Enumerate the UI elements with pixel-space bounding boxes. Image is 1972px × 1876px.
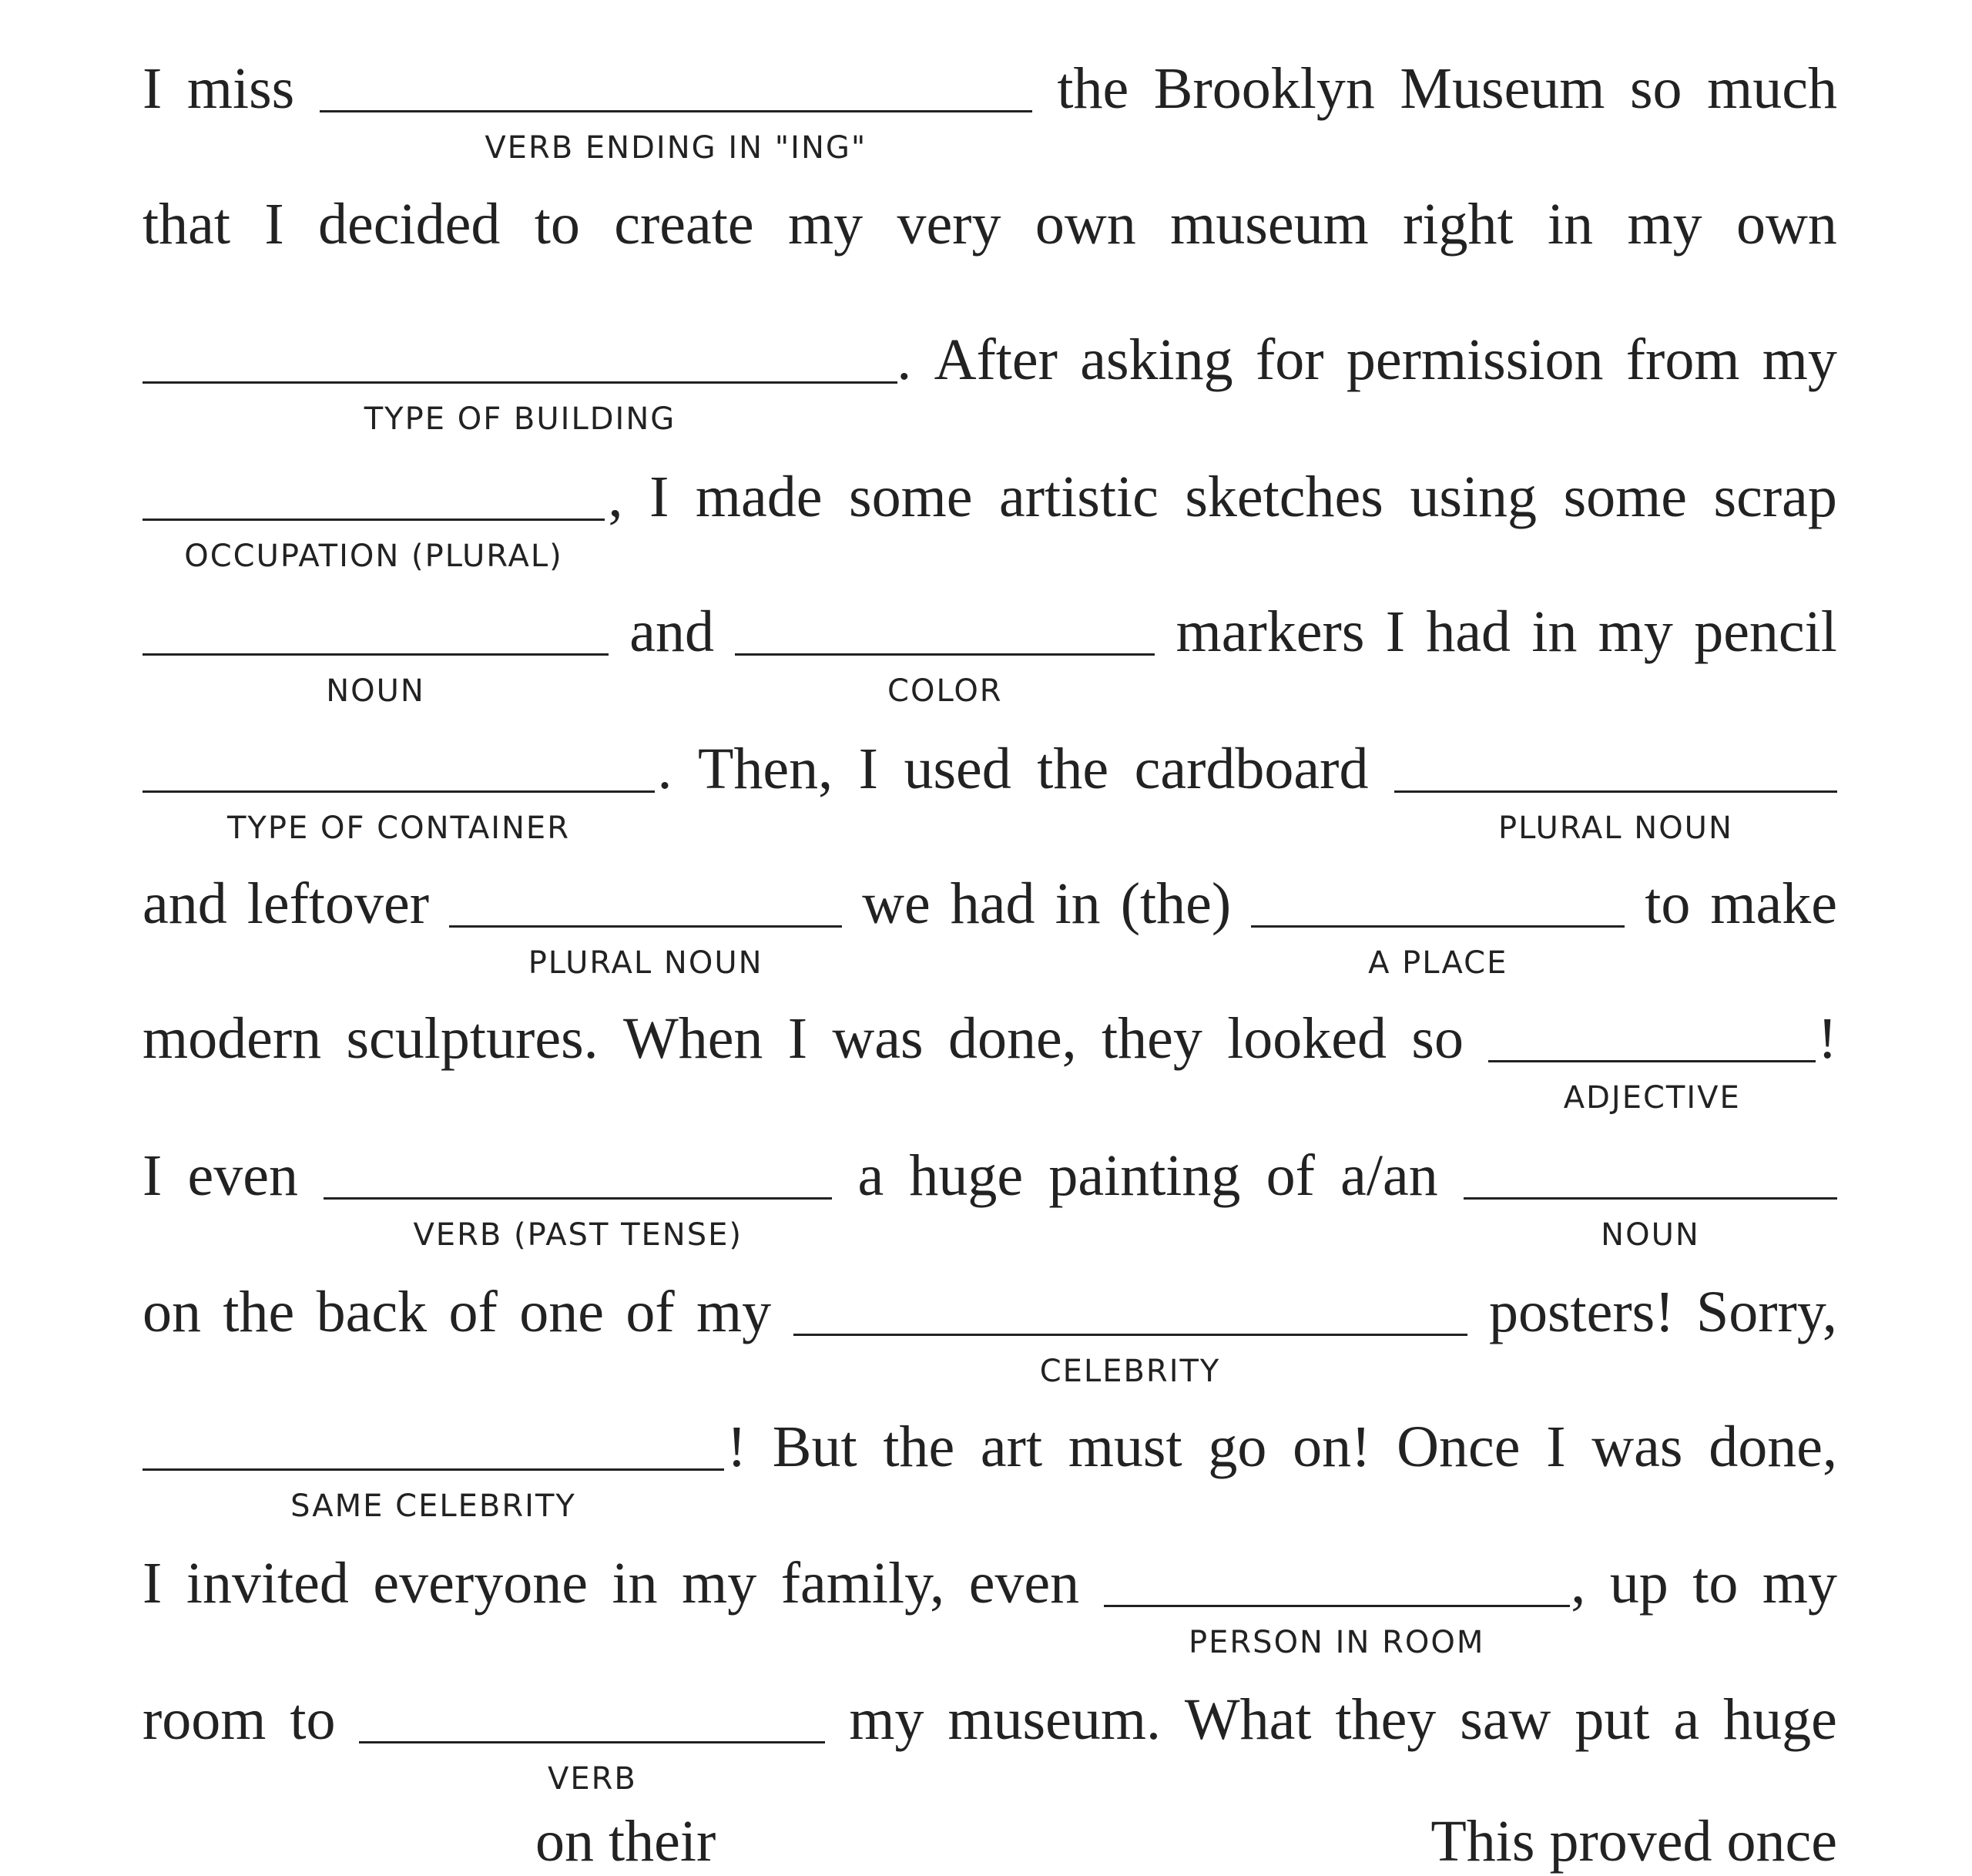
word: looked xyxy=(1227,1006,1387,1071)
story-line-4 xyxy=(143,439,1837,574)
blank-caption: VERB (PAST TENSE) xyxy=(413,1217,743,1253)
word: create xyxy=(614,192,754,257)
word: art xyxy=(980,1415,1043,1479)
word: back xyxy=(316,1280,428,1344)
word: sculptures. xyxy=(346,1006,599,1071)
word: I xyxy=(1546,1415,1566,1479)
word: of xyxy=(448,1280,498,1344)
word: Museum xyxy=(1400,56,1605,121)
story-line-7 xyxy=(143,846,1837,981)
blank-caption: VERB xyxy=(548,1761,637,1797)
word: cardboard xyxy=(1134,737,1369,801)
word: artistic xyxy=(999,465,1159,529)
word: so xyxy=(1411,1006,1464,1071)
word: I xyxy=(858,737,878,801)
word: so xyxy=(1629,56,1682,121)
word: the xyxy=(1037,737,1109,801)
word: some xyxy=(849,465,973,529)
blank-a-place[interactable] xyxy=(1251,869,1625,981)
word: a/an xyxy=(1340,1143,1438,1208)
blank-caption: NOUN xyxy=(1601,1217,1700,1253)
story-line-8 xyxy=(143,981,1837,1116)
word: my xyxy=(1627,192,1702,257)
blank-verb-ending-in-ing[interactable] xyxy=(320,54,1032,166)
story-line-9 xyxy=(143,1118,1837,1253)
blank-caption: A PLACE xyxy=(1368,945,1508,981)
partial-line-right: This proved once xyxy=(1430,1809,1837,1874)
word: in xyxy=(612,1551,658,1616)
blank-noun[interactable] xyxy=(1464,1141,1837,1253)
word: the xyxy=(223,1280,295,1344)
word: huge xyxy=(1723,1687,1837,1752)
word: to xyxy=(1645,871,1691,936)
story-line-13 xyxy=(143,1662,1837,1797)
word: painting xyxy=(1048,1143,1241,1208)
word: to xyxy=(1692,1551,1739,1616)
word: even xyxy=(968,1551,1080,1616)
word: done, xyxy=(947,1006,1077,1071)
punctuation: . xyxy=(897,327,912,392)
story-line-1 xyxy=(143,31,1837,166)
word: on! xyxy=(1293,1415,1371,1479)
word: everyone xyxy=(373,1551,588,1616)
blank-plural-noun[interactable] xyxy=(449,869,842,981)
word: done, xyxy=(1709,1415,1837,1479)
word: my xyxy=(1598,599,1673,664)
blank-caption: SAME CELEBRITY xyxy=(290,1488,576,1524)
blank-caption: VERB ENDING IN "ING" xyxy=(485,130,867,166)
word: own xyxy=(1736,192,1837,257)
word: they xyxy=(1102,1006,1202,1071)
blank-type-of-building[interactable] xyxy=(143,325,897,437)
blank-caption: COLOR xyxy=(887,673,1003,709)
word: make xyxy=(1710,871,1837,936)
word: markers xyxy=(1175,599,1365,664)
word: on xyxy=(143,1280,201,1344)
word: Brooklyn xyxy=(1153,56,1375,121)
word: from xyxy=(1625,327,1740,392)
word: in xyxy=(1531,599,1578,664)
blank-person-in-room[interactable] xyxy=(1104,1549,1570,1660)
word: much xyxy=(1707,56,1837,121)
blank-caption: PLURAL NOUN xyxy=(528,945,763,981)
story-line-12 xyxy=(143,1525,1837,1660)
word: I xyxy=(787,1006,808,1071)
word: my xyxy=(1762,327,1837,392)
word: I xyxy=(143,1143,163,1208)
word: After xyxy=(934,327,1058,392)
word: using xyxy=(1410,465,1538,529)
word: room xyxy=(143,1687,267,1752)
word: I xyxy=(264,192,284,257)
word: my xyxy=(696,1280,772,1344)
word: and xyxy=(143,871,227,936)
word: was xyxy=(832,1006,924,1071)
word: right xyxy=(1403,192,1514,257)
story-line-3 xyxy=(143,302,1837,437)
word: museum xyxy=(1170,192,1369,257)
word: they xyxy=(1335,1687,1437,1752)
blank-caption: PERSON IN ROOM xyxy=(1188,1625,1485,1660)
word: and xyxy=(629,599,715,664)
word: of xyxy=(1266,1143,1315,1208)
word: the xyxy=(1057,56,1129,121)
story-line-5 xyxy=(143,574,1837,709)
word: had xyxy=(950,871,1035,936)
word: I xyxy=(1385,599,1406,664)
story-line-11 xyxy=(143,1389,1837,1524)
word: one xyxy=(519,1280,604,1344)
word: a xyxy=(1673,1687,1700,1752)
word: sketches xyxy=(1185,465,1383,529)
blank-caption: NOUN xyxy=(326,673,425,709)
word: made xyxy=(695,465,823,529)
word: very xyxy=(897,192,1001,257)
blank-plural-noun[interactable] xyxy=(1394,734,1837,846)
word: miss xyxy=(186,56,295,121)
blank-type-of-container[interactable] xyxy=(143,734,655,846)
word: my xyxy=(849,1687,924,1752)
blank-same-celebrity[interactable] xyxy=(143,1412,724,1524)
word: to xyxy=(290,1687,336,1752)
word: we xyxy=(862,871,931,936)
partial-line-left: on their xyxy=(535,1809,716,1874)
story-line-6 xyxy=(143,711,1837,846)
word: was xyxy=(1591,1415,1683,1479)
word: own xyxy=(1035,192,1136,257)
punctuation: ! xyxy=(726,1415,747,1479)
word: must xyxy=(1068,1415,1182,1479)
story-line-2 xyxy=(143,166,1837,259)
word: Sorry, xyxy=(1695,1280,1837,1344)
blank-caption: ADJECTIVE xyxy=(1563,1080,1741,1116)
word: decided xyxy=(318,192,501,257)
word: family, xyxy=(780,1551,945,1616)
word: Then, xyxy=(698,737,833,801)
word: When xyxy=(622,1006,763,1071)
blank-celebrity[interactable] xyxy=(793,1277,1467,1389)
word: my xyxy=(1762,1551,1837,1616)
blank-noun[interactable] xyxy=(143,597,609,709)
word: (the) xyxy=(1120,871,1232,936)
word: up xyxy=(1609,1551,1668,1616)
word: Once xyxy=(1397,1415,1521,1479)
blank-verb-past-tense[interactable] xyxy=(324,1141,832,1253)
punctuation: . xyxy=(657,737,672,801)
word: my xyxy=(787,192,864,257)
word: modern xyxy=(143,1006,322,1071)
blank-caption: PLURAL NOUN xyxy=(1498,810,1733,846)
word: my xyxy=(682,1551,757,1616)
word: pencil xyxy=(1694,599,1837,664)
word: the xyxy=(883,1415,955,1479)
punctuation: , xyxy=(1571,1551,1586,1616)
word: asking xyxy=(1080,327,1233,392)
word: even xyxy=(187,1143,298,1208)
word: permission xyxy=(1346,327,1604,392)
word: some xyxy=(1563,465,1688,529)
punctuation: ! xyxy=(1817,1006,1837,1071)
blank-occupation-plural[interactable] xyxy=(143,462,605,574)
word: I xyxy=(143,1551,163,1616)
word: I xyxy=(649,465,669,529)
word: of xyxy=(625,1280,675,1344)
word: What xyxy=(1184,1687,1312,1752)
blank-verb[interactable] xyxy=(359,1685,825,1797)
word: in xyxy=(1055,871,1101,936)
blank-caption: TYPE OF BUILDING xyxy=(364,401,676,437)
word: go xyxy=(1208,1415,1267,1479)
punctuation: , xyxy=(608,465,623,529)
word: invited xyxy=(186,1551,349,1616)
word: saw xyxy=(1460,1687,1551,1752)
word: in xyxy=(1547,192,1594,257)
word: leftover xyxy=(246,871,430,936)
word: to xyxy=(534,192,580,257)
word: for xyxy=(1255,327,1324,392)
blank-caption: CELEBRITY xyxy=(1039,1354,1221,1389)
word: museum. xyxy=(947,1687,1161,1752)
word: scrap xyxy=(1713,465,1837,529)
word: a xyxy=(857,1143,884,1208)
word: put xyxy=(1575,1687,1650,1752)
word: that xyxy=(143,192,230,257)
word: had xyxy=(1426,599,1511,664)
word: I xyxy=(143,56,163,121)
story-line-10 xyxy=(143,1254,1837,1389)
word: huge xyxy=(909,1143,1024,1208)
blank-caption: OCCUPATION (PLURAL) xyxy=(184,539,563,574)
word: posters! xyxy=(1488,1280,1675,1344)
blank-adjective[interactable] xyxy=(1488,1004,1816,1116)
word: But xyxy=(772,1415,857,1479)
blank-caption: TYPE OF CONTAINER xyxy=(227,810,570,846)
word: used xyxy=(904,737,1011,801)
blank-color[interactable] xyxy=(735,597,1155,709)
